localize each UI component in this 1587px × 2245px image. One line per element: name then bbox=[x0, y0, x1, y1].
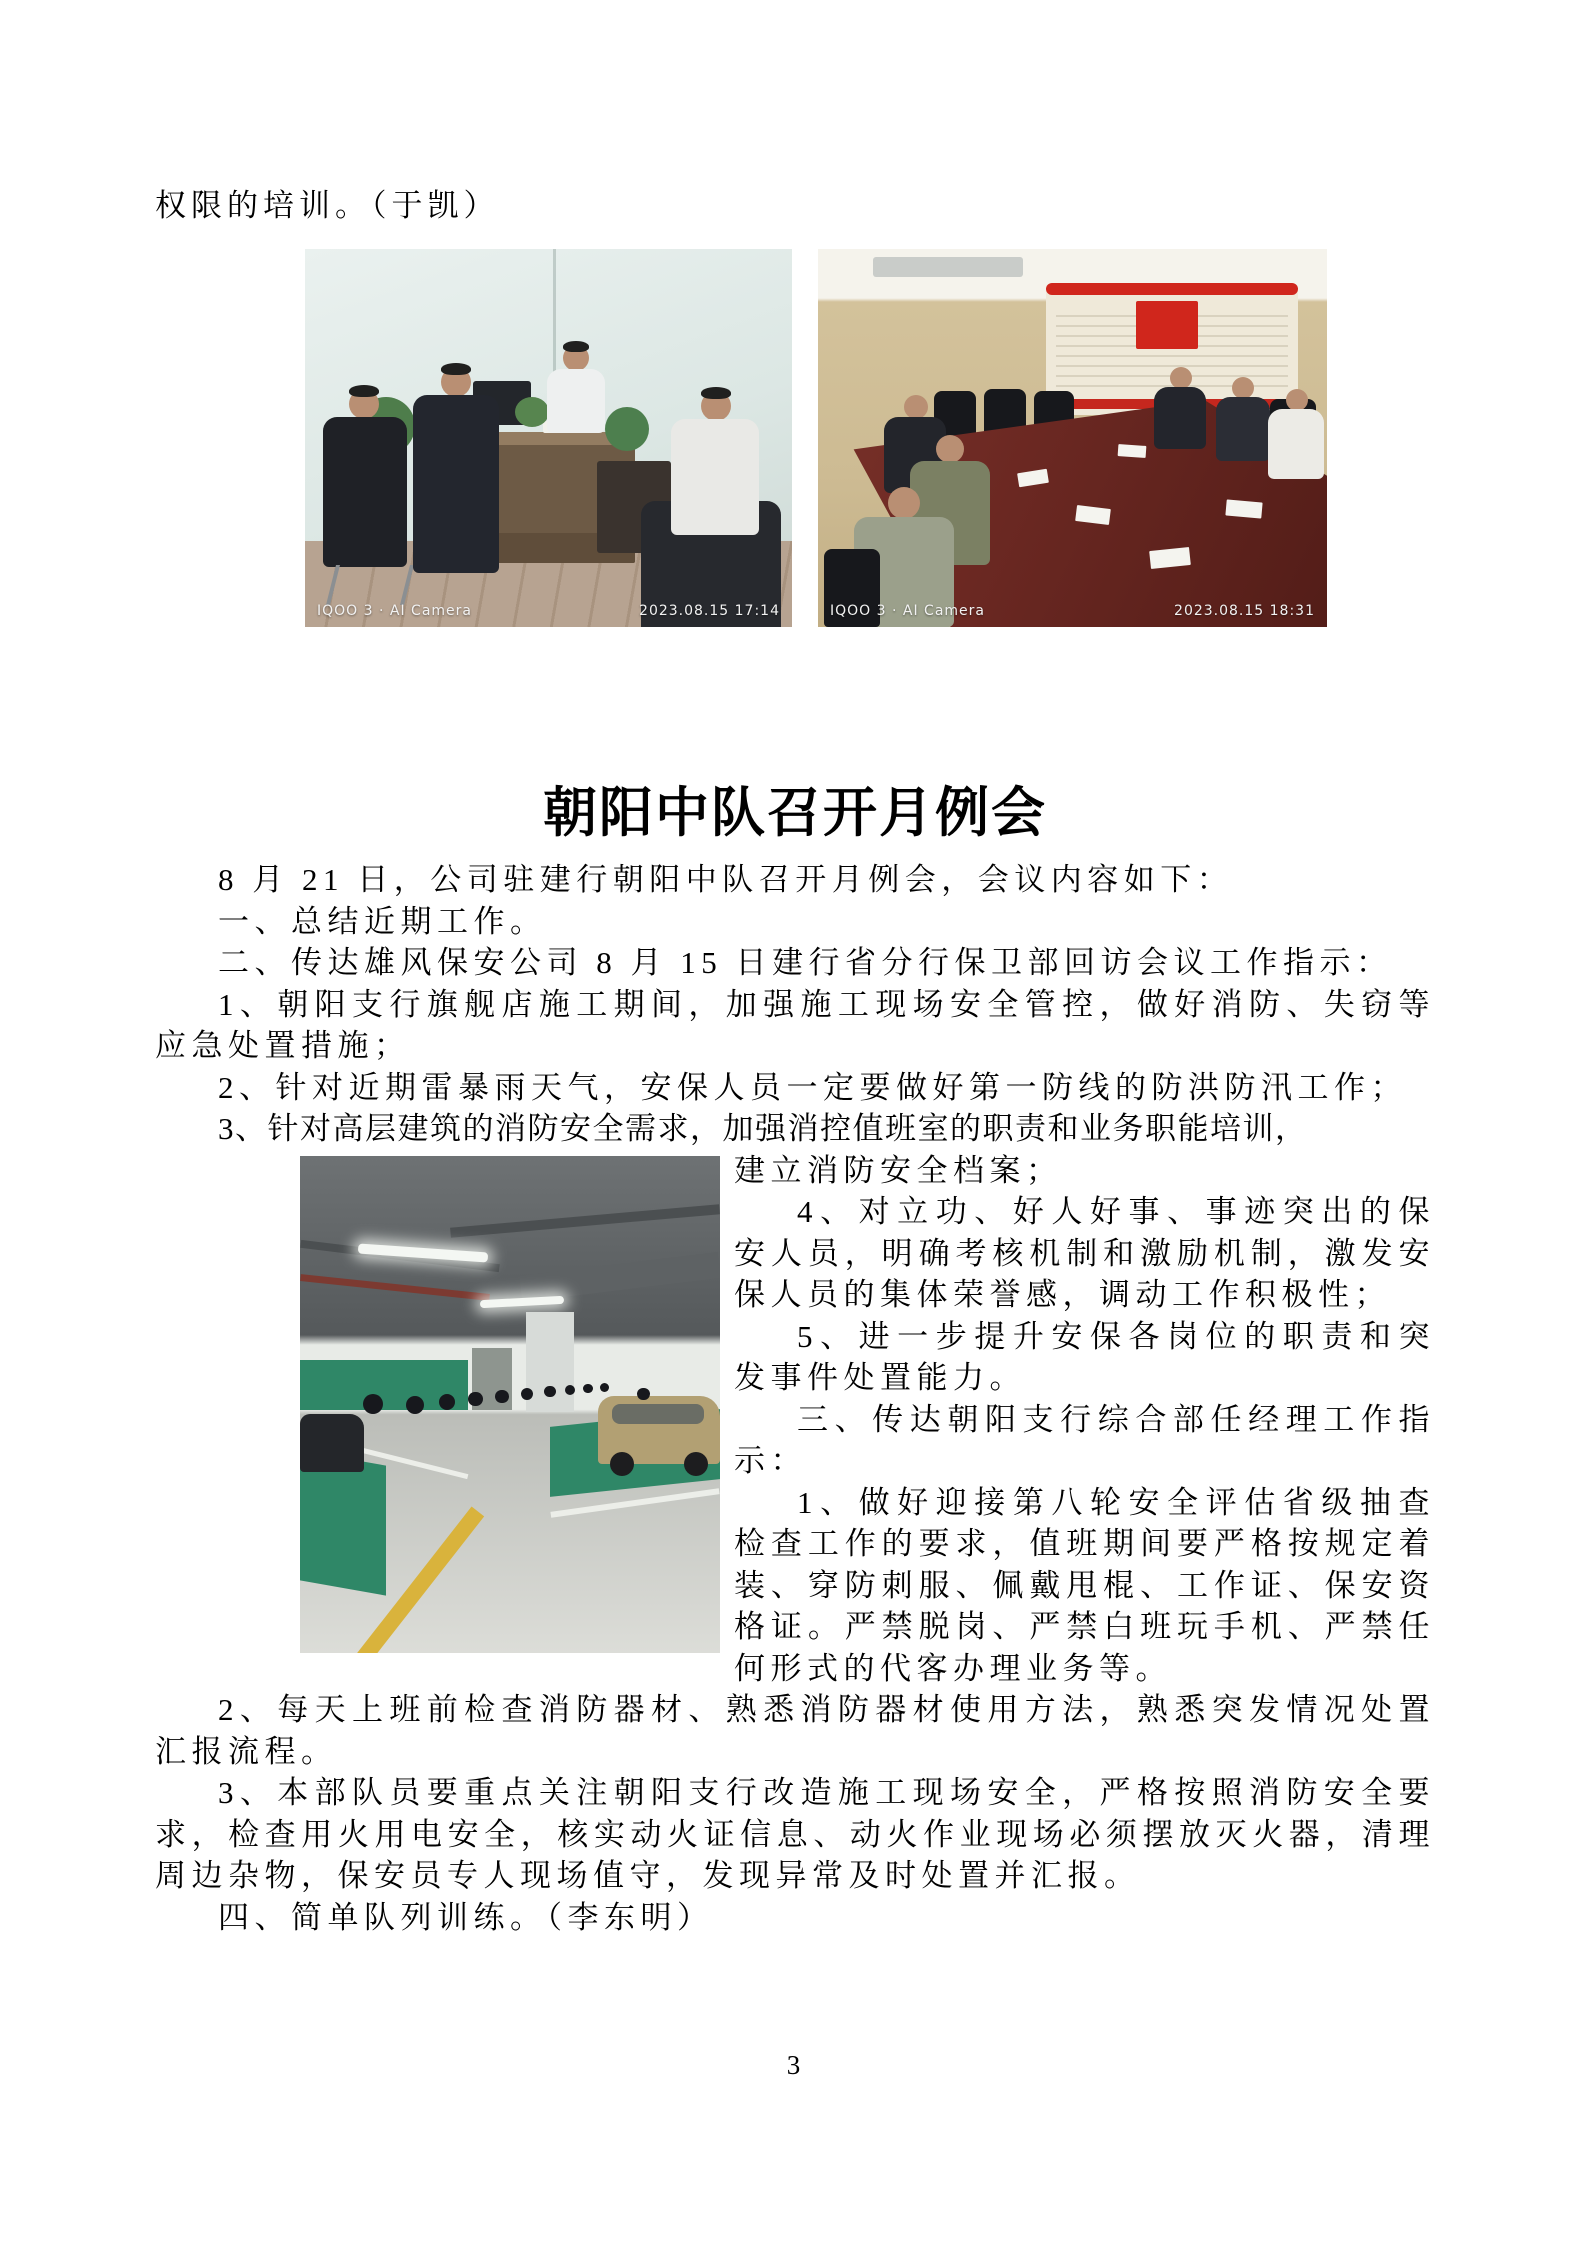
timestamp-watermark: 2023.08.15 18:31 bbox=[1174, 603, 1315, 619]
person-head bbox=[936, 435, 964, 463]
person-head bbox=[1286, 389, 1308, 411]
guard-silhouette bbox=[396, 1396, 434, 1568]
paragraph: 二、传达雄风保安公司 8 月 15 日建行省分行保卫部回访会议工作指示： bbox=[218, 945, 1393, 980]
person-head bbox=[904, 395, 928, 419]
person-hair bbox=[701, 387, 731, 399]
paragraph: 四、简单队列训练。（李东明） bbox=[218, 1899, 714, 1935]
desk-plant bbox=[515, 397, 549, 427]
page-number: 3 bbox=[786, 2050, 801, 2080]
paragraph: 建立消防安全档案； bbox=[734, 1152, 1063, 1188]
intro-paragraph: 权限的培训。（于凯） bbox=[155, 188, 500, 223]
paragraph: 2、每天上班前检查消防器材、熟悉消防器材使用方法，熟悉突发情况处置汇报流程。 bbox=[155, 1692, 1435, 1769]
paragraph: 1、做好迎接第八轮安全评估省级抽查检查工作的要求，值班期间要严格按规定着装、穿防刺服、佩戴甩棍、工作证、保安资格证。严禁脱岗、严禁白班玩手机、严禁任何形式的代客办理业务等。 bbox=[734, 1484, 1435, 1686]
person-dark bbox=[1154, 387, 1206, 449]
paragraph: 一、总结近期工作。 bbox=[218, 903, 547, 939]
guard-silhouette bbox=[595, 1383, 614, 1469]
paragraph: 3、本部队员要重点关注朝阳支行改造施工现场安全，严格按照消防安全要求，检查用火用电安全，核实动火证信息、动火作业现场必须摆放灭火器，清理周边杂物，保安员专人现场值守，发现异常及时处置并汇报。 bbox=[155, 1775, 1435, 1893]
person-dark bbox=[1216, 397, 1270, 461]
ceiling-beam bbox=[450, 1204, 720, 1237]
paragraph: 2、针对近期雷暴雨天气，安保人员一定要做好第一防线的防洪防汛工作； bbox=[218, 1069, 1407, 1105]
page-content bbox=[155, 0, 1435, 1938]
person-head bbox=[1170, 367, 1192, 389]
photo-garage-drill bbox=[300, 1156, 720, 1653]
paragraph: 4、对立功、好人好事、事迹突出的保安人员，明确考核机制和激励机制，激发安保人员的集体荣誉感，调动工作积极性； bbox=[734, 1194, 1435, 1312]
paragraph: 8 月 21 日，公司驻建行朝阳中队召开月例会，会议内容如下： bbox=[218, 862, 1234, 897]
person-black-shirt bbox=[323, 417, 407, 567]
camera-watermark: IQOO 3 · AI Camera bbox=[317, 603, 472, 619]
article-title: 朝阳中队召开月例会 bbox=[543, 783, 1047, 843]
ceiling-duct bbox=[519, 1251, 720, 1301]
guard-silhouette bbox=[460, 1392, 491, 1536]
photo-row bbox=[155, 249, 1435, 627]
guard-silhouette bbox=[352, 1394, 394, 1584]
person-white-shirt bbox=[671, 419, 759, 535]
plant bbox=[605, 407, 649, 451]
person-white-top bbox=[547, 369, 605, 433]
camera-watermark: IQOO 3 · AI Camera bbox=[830, 603, 985, 619]
person-hair bbox=[563, 341, 589, 352]
suv-wheel bbox=[684, 1452, 708, 1476]
paragraph: 3、针对高层建筑的消防安全需求，加强消控值班室的职责和业务职能培训， bbox=[218, 1111, 1308, 1146]
paper bbox=[1225, 499, 1262, 518]
fluorescent-light bbox=[480, 1295, 564, 1307]
timestamp-watermark: 2023.08.15 17:14 bbox=[639, 603, 780, 619]
red-ribbon bbox=[1046, 283, 1298, 295]
red-flag bbox=[1136, 301, 1198, 349]
paper bbox=[1118, 444, 1147, 458]
ceiling-vent bbox=[873, 257, 1023, 277]
person-hair bbox=[441, 363, 471, 375]
paragraph: 1、朝阳支行旗舰店施工期间，加强施工现场安全管控，做好消防、失窃等应急处置措施； bbox=[155, 986, 1435, 1063]
person-navy-shirt bbox=[413, 395, 499, 573]
guard-silhouette bbox=[430, 1394, 464, 1552]
paragraph: 三、传达朝阳支行综合部任经理工作指示： bbox=[734, 1401, 1435, 1478]
suv-window bbox=[612, 1404, 704, 1424]
paragraph: 5、进一步提升安保各岗位的职责和突发事件处置能力。 bbox=[734, 1318, 1435, 1395]
person-head bbox=[1232, 377, 1254, 399]
chair-legs bbox=[326, 565, 414, 605]
person-head bbox=[888, 487, 920, 519]
person-hair bbox=[349, 385, 379, 397]
person-white-shirt bbox=[1268, 409, 1324, 479]
photo-office-meeting bbox=[305, 249, 792, 627]
guard-silhouette bbox=[514, 1388, 540, 1508]
red-pipe bbox=[300, 1274, 490, 1301]
guard-silhouette bbox=[488, 1390, 516, 1522]
article-body bbox=[155, 859, 1435, 1938]
guard-instructor bbox=[630, 1388, 657, 1492]
photo-conference-meeting bbox=[818, 249, 1327, 627]
